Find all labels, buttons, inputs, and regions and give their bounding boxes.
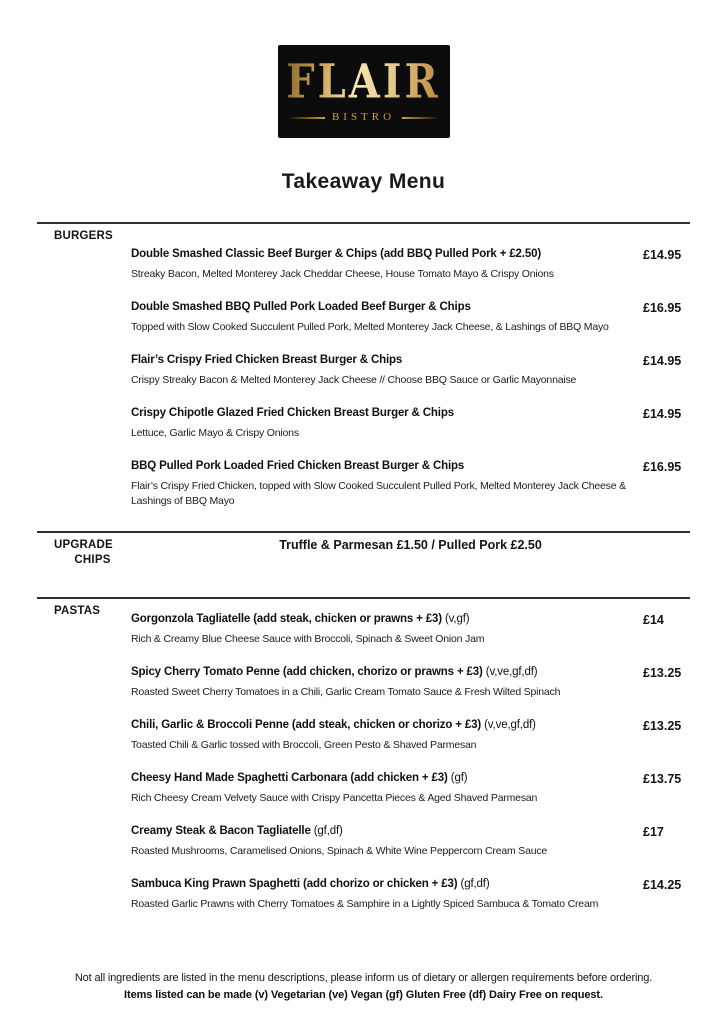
menu-item — [131, 459, 690, 509]
logo-wordmark: FLAIR — [286, 53, 441, 110]
menu-item — [131, 665, 690, 700]
item-price: £13.25 — [643, 719, 682, 733]
menu-item — [131, 877, 690, 912]
section-burgers — [37, 222, 690, 527]
item-dietary-tags: (v,ve,gf,df) — [482, 666, 538, 678]
pastas-item-list — [131, 604, 690, 930]
item-title-row — [131, 300, 639, 315]
upgrade-chips-row — [37, 533, 690, 568]
item-title: Double Smashed Classic Beef Burger & Chips (add BBQ Pulled Pork + £2.50) — [131, 248, 542, 260]
menu-item-text — [131, 300, 639, 335]
masthead — [0, 0, 727, 194]
flair-bistro-logo — [278, 45, 450, 138]
item-description: Rich & Creamy Blue Cheese Sauce with Broccoli, Spinach & Sweet Onion Jam — [131, 633, 485, 645]
item-description: Rich Cheesy Cream Velvety Sauce with Crispy Pancetta Pieces & Aged Shaved Parmesan — [131, 792, 538, 804]
item-dietary-tags: (v,gf) — [441, 613, 470, 625]
menu-item — [131, 771, 690, 806]
burgers-row — [37, 224, 690, 527]
item-description: Roasted Mushrooms, Caramelised Onions, Spinach & White Wine Peppercorn Cream Sauce — [131, 845, 548, 857]
page-title: Takeaway Menu — [281, 170, 446, 193]
item-price: £14.95 — [643, 248, 682, 262]
item-title: Crispy Chipotle Glazed Fried Chicken Breast Burger & Chips — [131, 407, 454, 419]
item-price: £13.25 — [643, 666, 682, 680]
item-price: £14.25 — [643, 878, 682, 892]
menu-item-text — [131, 665, 639, 700]
item-title: Chili, Garlic & Broccoli Penne (add steak, chicken or chorizo + £3) — [131, 719, 482, 731]
dietary-key: Items listed can be made (v) Vegetarian (ve) Vegan (gf) Gluten Free (df) Dairy Free on request. — [124, 989, 603, 1001]
item-title: BBQ Pulled Pork Loaded Fried Chicken Breast Burger & Chips — [131, 460, 465, 472]
item-dietary-tags: (gf,df) — [457, 878, 490, 890]
item-dietary-tags: (gf,df) — [310, 825, 343, 837]
item-title-row — [131, 459, 639, 474]
upgrade-chips-options: Truffle & Parmesan £1.50 / Pulled Pork £2.50 — [279, 538, 542, 552]
section-label-pastas: PASTAS — [54, 605, 101, 617]
item-title: Double Smashed BBQ Pulled Pork Loaded Beef Burger & Chips — [131, 301, 471, 313]
item-title-row — [131, 824, 639, 839]
item-dietary-tags: (gf) — [447, 772, 468, 784]
menu-item-text — [131, 612, 639, 647]
item-description: Topped with Slow Cooked Succulent Pulled Pork, Melted Monterey Jack Cheese, & Lashings of BBQ Mayo — [131, 321, 609, 333]
section-pastas — [37, 597, 690, 930]
menu-item-text — [131, 406, 639, 441]
item-title-row — [131, 406, 639, 421]
item-title-row — [131, 247, 639, 262]
item-title-row — [131, 877, 639, 892]
gold-line-left — [290, 117, 325, 119]
menu-item-text — [131, 824, 639, 859]
item-price: £16.95 — [643, 301, 682, 315]
burgers-item-list — [131, 229, 690, 527]
item-price: £17 — [643, 825, 664, 839]
item-title: Cheesy Hand Made Spaghetti Carbonara (add chicken + £3) — [131, 772, 448, 784]
item-title-row — [131, 771, 639, 786]
item-price: £13.75 — [643, 772, 682, 786]
menu-item-text — [131, 247, 639, 282]
item-description: Roasted Sweet Cherry Tomatoes in a Chili, Garlic Cream Tomato Sauce & Fresh Wilted Spinach — [131, 686, 561, 698]
item-title: Sambuca King Prawn Spaghetti (add chorizo or chicken + £3) — [131, 878, 458, 890]
allergen-footer — [0, 970, 727, 1004]
menu-item — [131, 824, 690, 859]
item-title-row — [131, 718, 639, 733]
logo-subtitle-row — [290, 112, 438, 123]
item-description: Roasted Garlic Prawns with Cherry Tomatoes & Samphire in a Lightly Spiced Sambuca & Tomato Cream — [131, 898, 599, 910]
item-title-row — [131, 612, 639, 627]
item-description: Crispy Streaky Bacon & Melted Monterey Jack Cheese // Choose BBQ Sauce or Garlic Mayonnaise — [131, 374, 577, 386]
item-title-row — [131, 665, 639, 680]
menu-item — [131, 612, 690, 647]
item-description: Toasted Chili & Garlic tossed with Broccoli, Green Pesto & Shaved Parmesan — [131, 739, 477, 751]
upgrade-label-line1: UPGRADE — [54, 539, 113, 551]
item-price: £16.95 — [643, 460, 682, 474]
menu-item-text — [131, 353, 639, 388]
item-title: Spicy Cherry Tomato Penne (add chicken, chorizo or prawns + £3) — [131, 666, 483, 678]
menu-item — [131, 406, 690, 441]
section-upgrade-chips — [37, 531, 690, 568]
upgrade-label-line2: CHIPS — [74, 554, 111, 566]
menu-item-text — [131, 459, 639, 509]
item-title: Gorgonzola Tagliatelle (add steak, chicken or prawns + £3) — [131, 613, 442, 625]
menu-item — [131, 353, 690, 388]
menu-item — [131, 300, 690, 335]
allergen-note: Not all ingredients are listed in the menu descriptions, please inform us of dietary or allergen requirements before ordering. — [74, 972, 653, 984]
logo-subtitle: BISTRO — [331, 111, 396, 123]
section-label-burgers: BURGERS — [54, 230, 113, 242]
menu-content — [0, 222, 727, 930]
item-title: Creamy Steak & Bacon Tagliatelle — [131, 825, 311, 837]
menu-item-text — [131, 771, 639, 806]
pastas-row — [37, 599, 690, 930]
menu-item — [131, 247, 690, 282]
item-title-row — [131, 353, 639, 368]
item-description: Lettuce, Garlic Mayo & Crispy Onions — [131, 427, 299, 439]
item-price: £14 — [643, 613, 664, 627]
item-price: £14.95 — [643, 407, 682, 421]
section-label-upgrade-chips — [37, 538, 131, 568]
item-title: Flair’s Crispy Fried Chicken Breast Burger & Chips — [131, 354, 403, 366]
gold-line-right — [402, 117, 437, 119]
menu-item — [131, 718, 690, 753]
item-description: Streaky Bacon, Melted Monterey Jack Cheddar Cheese, House Tomato Mayo & Crispy Onions — [131, 268, 554, 280]
item-dietary-tags: (v,ve,gf,df) — [481, 719, 536, 731]
item-description: Flair’s Crispy Fried Chicken, topped with Slow Cooked Succulent Pulled Pork, Melted Monterey Jack Cheese & Lashings of BBQ Mayo — [131, 480, 626, 507]
item-price: £14.95 — [643, 354, 682, 368]
menu-item-text — [131, 877, 639, 912]
menu-item-text — [131, 718, 639, 753]
